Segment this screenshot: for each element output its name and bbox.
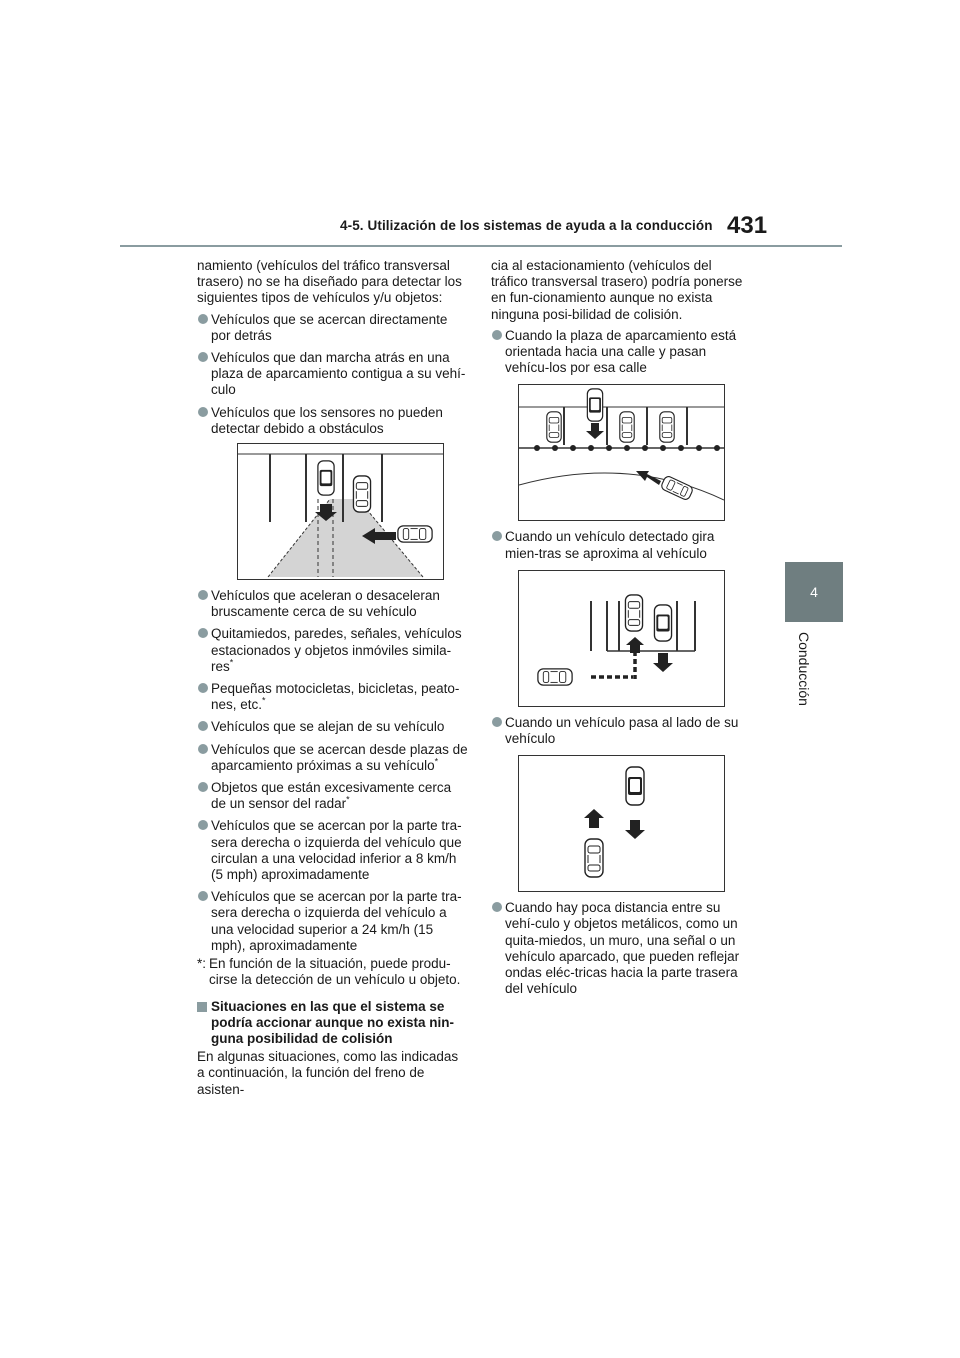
list-item: Cuando un vehículo detectado gira mien-tras se aproxima al vehículo [491, 529, 751, 561]
list-item: Pequeñas motocicletas, bicicletas, peato-nes, etc.* [197, 681, 469, 713]
footnote: *: En función de la situación, puede produ-cirse la detección de un vehículo u objeto. [197, 956, 461, 988]
list-item: Cuando la plaza de aparcamiento está orientada hacia una calle y pasan vehícu-los por esa calle [491, 328, 751, 377]
square-bullet-icon [197, 1002, 207, 1012]
list-item: Vehículos que los sensores no pueden detectar debido a obstáculos [197, 405, 469, 437]
outro-text: En algunas situaciones, como las indicadas a continuación, la función del freno de asisten- [197, 1049, 459, 1097]
list-item: Vehículos que se acercan por la parte tra-sera derecha o izquierda del vehículo que circulan a una velocidad inferior a 8 km/h (5 mph) aproximadamente [197, 818, 469, 883]
list-item: Vehículos que se alejan de su vehículo [197, 719, 469, 735]
intro-text: namiento (vehículos del tráfico transversal trasero) no se ha diseñado para detectar los siguientes tipos de vehículos y/u objetos: [197, 258, 462, 306]
list-item: Quitamiedos, paredes, señales, vehículos estacionados y objetos inmóviles simila-res* [197, 626, 469, 675]
subheading: Situaciones en las que el sistema se podría accionar aunque no exista nin-guna posibilidad de colisión [197, 999, 469, 1048]
list-item: Vehículos que aceleran o desaceleran bruscamente cerca de su vehículo [197, 588, 469, 620]
bullet-icon [492, 717, 502, 727]
section-title: 4-5. Utilización de los sistemas de ayuda a la conducción [340, 218, 713, 233]
list-item: Vehículos que se acercan por la parte tra-sera derecha o izquierda del vehículo a una velocidad superior a 24 km/h (15 mph), aproximadamente [197, 889, 469, 954]
list-item: Cuando un vehículo pasa al lado de su vehículo [491, 715, 751, 747]
bullet-icon [198, 590, 208, 600]
bullet-icon [492, 531, 502, 541]
page-number: 431 [727, 212, 768, 239]
bullet-icon [198, 628, 208, 638]
bullet-icon [198, 314, 208, 324]
intro-text: cia al estacionamiento (vehículos del tráfico transversal trasero) podría ponerse en fun-cionamiento aunque no exista ninguna posi-bilidad de colisión. [491, 258, 743, 322]
list-item: Vehículos que dan marcha atrás en una plaza de aparcamiento contigua a su vehí-culo [197, 350, 469, 399]
turning-vehicle-illustration [518, 570, 725, 707]
bullet-icon [198, 891, 208, 901]
blind-zone-illustration [237, 443, 444, 580]
bullet-icon [198, 744, 208, 754]
bullet-icon [198, 782, 208, 792]
bullet-icon [198, 721, 208, 731]
bullet-icon [198, 407, 208, 417]
passing-vehicle-illustration [518, 755, 725, 892]
left-column [197, 258, 469, 1098]
bullet-icon [492, 330, 502, 340]
street-parking-illustration [518, 384, 725, 521]
header-divider [120, 245, 842, 247]
bullet-icon [492, 902, 502, 912]
bullet-icon [198, 683, 208, 693]
list-item: Vehículos que se acercan desde plazas de aparcamiento próximas a su vehículo* [197, 742, 469, 774]
list-item: Cuando hay poca distancia entre su vehí-culo y objetos metálicos, como un quita-miedos, un muro, una señal o un vehículo aparcado, que pueden reflejar ondas eléc-tricas hacia la parte trasera del vehículo [491, 900, 751, 997]
list-item: Objetos que están excesivamente cerca de un sensor del radar* [197, 780, 469, 812]
bullet-icon [198, 820, 208, 830]
bullet-icon [198, 352, 208, 362]
right-column [491, 258, 751, 1003]
chapter-tab: 4 [785, 562, 843, 622]
chapter-label: Conducción [796, 632, 812, 706]
list-item: Vehículos que se acercan directamente por detrás [197, 312, 469, 344]
